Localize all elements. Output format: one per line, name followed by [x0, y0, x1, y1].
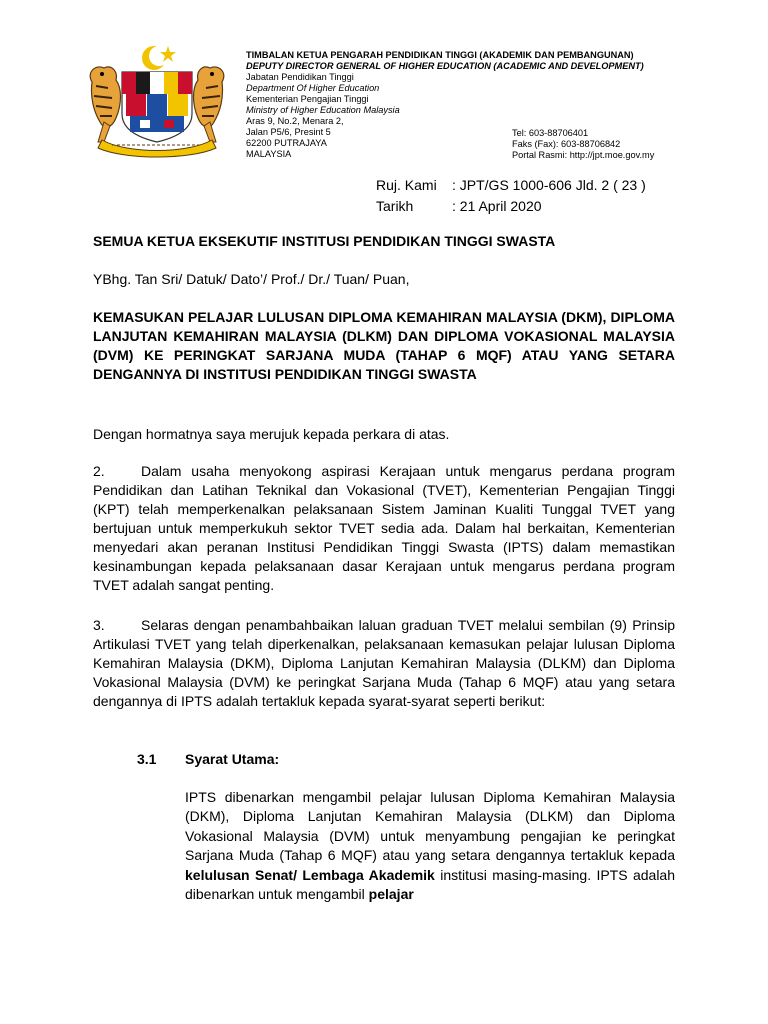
salutation: YBhg. Tan Sri/ Datuk/ Dato’/ Prof./ Dr./ Tuan/ Puan, [93, 271, 410, 287]
shield-icon [122, 72, 192, 142]
contact-block [512, 128, 654, 161]
address-line: Aras 9, No.2, Menara 2, [246, 116, 344, 126]
reference-row [376, 175, 646, 196]
paragraph-number: 3. [93, 617, 105, 633]
bold-text-run: kelulusan Senat/ Lembaga Akademik [185, 866, 435, 883]
reference-value: : JPT/GS 1000-606 Jld. 2 ( 23 ) [452, 177, 646, 193]
address-line: 62200 PUTRAJAYA [246, 138, 327, 148]
crescent-star-icon [142, 46, 176, 70]
paragraph-3 [93, 616, 675, 711]
text-run: institusi masing-masing. IPTS adalah dibenarkan untuk mengambil [185, 866, 675, 903]
coat-of-arms-logo [82, 42, 232, 158]
department-en: Department Of Higher Education [246, 83, 380, 93]
paragraph-number: 2. [93, 463, 105, 479]
phone-number: Tel: 603-88706401 [512, 128, 589, 138]
address-line: MALAYSIA [246, 149, 292, 159]
letterhead-title-en: DEPUTY DIRECTOR GENERAL OF HIGHER EDUCATION (ACADEMIC AND DEVELOPMENT) [246, 61, 644, 71]
date-value: : 21 April 2020 [452, 198, 542, 214]
right-tiger-icon [194, 67, 224, 142]
fax-number: Faks (Fax): 603-88706842 [512, 139, 621, 149]
reference-label: Ruj. Kami [376, 177, 437, 193]
paragraph-text: Dalam usaha menyokong aspirasi Kerajaan untuk mengarus perdana program Pendidikan dan Latihan Teknikal dan Vokasional (TVET), Kementerian Pengajian Tinggi (KPT) telah memperkenalkan pelaksanaan Sistem Jaminan Kualiti Tunggal TVET yang bertujuan untuk memperkukuh sektor TVET sedia ada. Dalam hal berkaitan, Kementerian menyedari akan peranan Institusi Pendidikan Tinggi Swasta (IPTS) dalam memastikan kesinambungan kepada pelaksanaan dasar Kerajaan untuk mengarus perdana program TVET adalah sangat penting. [93, 463, 675, 593]
section-3-1-heading [137, 751, 279, 767]
reference-block [376, 175, 646, 217]
section-title: Syarat Utama: [185, 751, 280, 767]
date-row [376, 196, 646, 217]
portal-url: Portal Rasmi: http://jpt.moe.gov.my [512, 150, 655, 160]
department-ms: Jabatan Pendidikan Tinggi [246, 72, 354, 82]
ministry-en: Ministry of Higher Education Malaysia [246, 105, 400, 115]
section-3-1-text [185, 788, 675, 904]
bold-text-run: pelajar [368, 886, 414, 903]
text-run: IPTS dibenarkan mengambil pelajar lulusan Diploma Kemahiran Malaysia (DKM), Diploma Lanjutan Kemahiran Malaysia (DLKM) dan Diploma Vokasional Malaysia (DVM) untuk menyambung pengajian ke peringkat Sarjana Muda (Tahap 6 MQF) atau yang setara dengannya tertakluk kepada [185, 789, 675, 864]
address-line: Jalan P5/6, Presint 5 [246, 127, 331, 137]
letterhead-title-ms: TIMBALAN KETUA PENGARAH PENDIDIKAN TINGGI (AKADEMIK DAN PEMBANGUNAN) [246, 50, 634, 60]
subject-heading: KEMASUKAN PELAJAR LULUSAN DIPLOMA KEMAHIRAN MALAYSIA (DKM), DIPLOMA LANJUTAN KEMAHIRAN MALAYSIA (DLKM) DAN DIPLOMA VOKASIONAL MALAYSIA (DVM) KE PERINGKAT SARJANA MUDA (TAHAP 6 MQF) ATAU YANG SETARA DENGANNYA DI INSTITUSI PENDIDIKAN TINGGI SWASTA [93, 309, 675, 382]
paragraph-text: Selaras dengan penambahbaikan laluan graduan TVET melalui sembilan (9) Prinsip Artikulasi TVET yang telah diperkenalkan, pelaksanaan kemasukan pelajar lulusan Diploma Kemahiran Malaysia (DKM), Diploma Lanjutan Kemahiran Malaysia (DLKM) dan Diploma Vokasional Malaysia (DVM) ke peringkat Sarjana Muda (Tahap 6 MQF) atau yang setara dengannya di IPTS adalah tertakluk kepada syarat-syarat seperti berikut: [93, 617, 675, 709]
recipient: SEMUA KETUA EKSEKUTIF INSTITUSI PENDIDIKAN TINGGI SWASTA [93, 233, 556, 249]
left-tiger-icon [90, 67, 120, 142]
date-label: Tarikh [376, 198, 414, 214]
section-number: 3.1 [137, 751, 157, 767]
ministry-ms: Kementerian Pengajian Tinggi [246, 94, 369, 104]
opening-sentence: Dengan hormatnya saya merujuk kepada perkara di atas. [93, 426, 450, 442]
paragraph-2 [93, 462, 675, 595]
